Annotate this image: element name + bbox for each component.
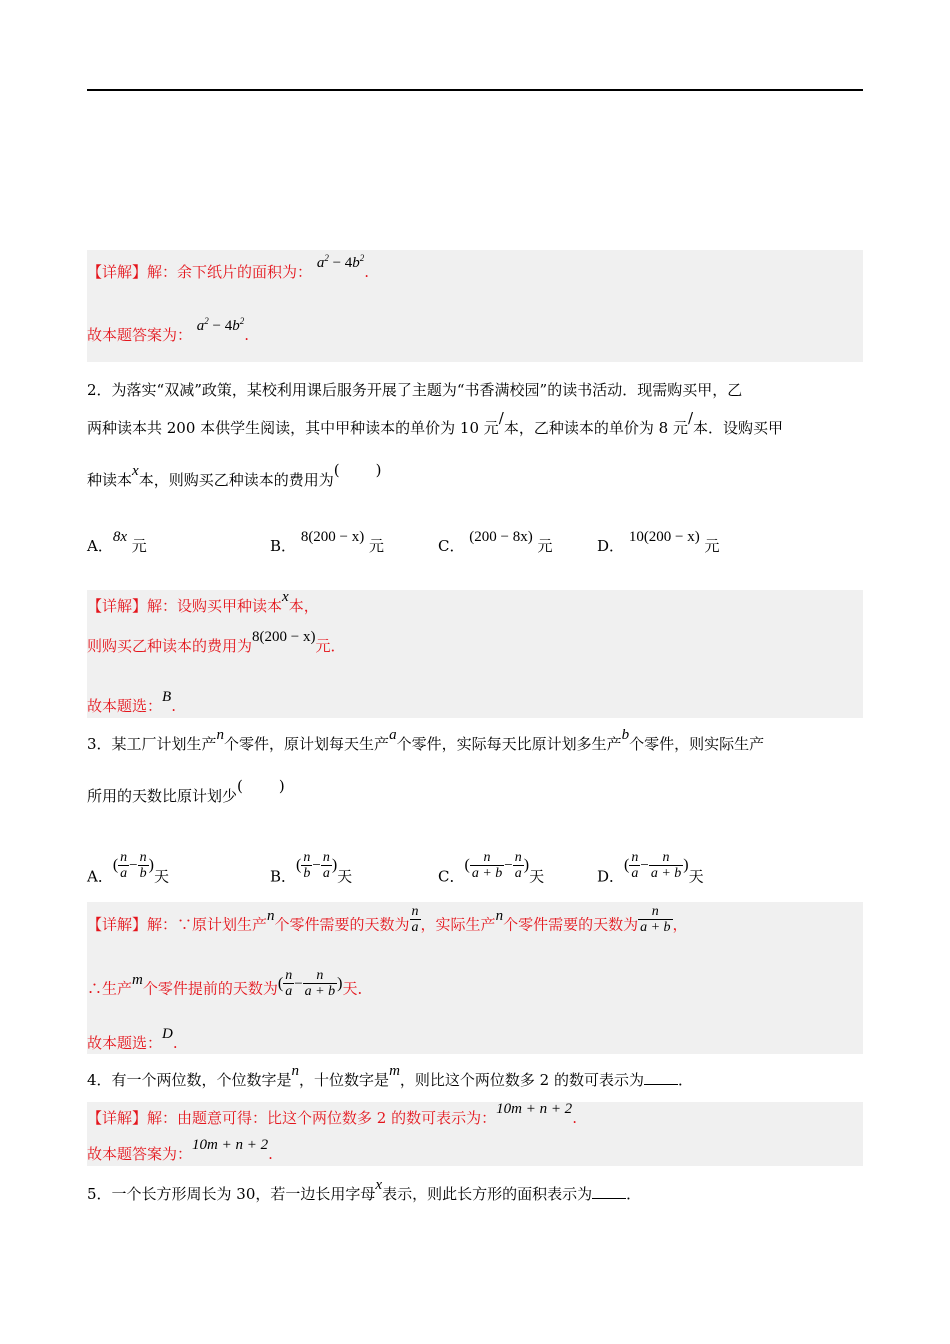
question-2-line-3: 种读本x本，则购买乙种读本的费用为( ): [87, 461, 382, 489]
solution-2-answer: 故本题选：B.: [87, 689, 176, 715]
solution-4-detail: 【详解】解：由题意可得：比这个两位数多 2 的数可表示为：10m + n + 2.: [87, 1101, 577, 1127]
answer-blank[interactable]: [644, 1084, 678, 1085]
solution-2-line-2: 则购买乙种读本的费用为8(200 − x)元．: [87, 629, 346, 655]
answer-expression: $a^2 - 4b^2$: [196, 316, 245, 334]
question-2-line-2: 两种读本共 200 本供学生阅读，其中甲种读本的单价为 10 元/本，乙种读本的单价为 8 元/本．设购买甲: [87, 409, 784, 437]
question-5: 5．一个长方形周长为 30，若一边长用字母x表示，则此长方形的面积表示为 ．: [87, 1177, 642, 1203]
question-2-line-1: 2．为落实“双减”政策，某校利用课后服务开展了主题为“书香满校园”的读书活动．现需购买甲，乙: [87, 381, 743, 399]
solution-3-line-2: ∴生产m个零件提前的天数为( $\frac{n}{a}$ − $\frac{n}{a + b}$ )天．: [87, 968, 373, 999]
solution-3-answer: 故本题选：D.: [87, 1026, 178, 1052]
question-2-option-d[interactable]: D． 10(200 − x) 元: [597, 529, 720, 555]
answer-blank[interactable]: [592, 1198, 626, 1199]
question-3-option-a[interactable]: A．( $\frac{n}{a}$ − $\frac{n}{b}$ )天: [87, 850, 169, 886]
question-2-option-b[interactable]: B． 8(200 − x) 元: [270, 529, 385, 555]
question-3-option-b[interactable]: B．( $\frac{n}{b}$ − $\frac{n}{a}$ )天: [270, 850, 353, 886]
solution-4-answer: 故本题答案为：10m + n + 2.: [87, 1137, 273, 1163]
area-expression: $a^2 - 4b^2$: [316, 253, 365, 271]
solution-3-line-1: 【详解】解：∵原计划生产n个零件需要的天数为 $\frac{n}{a}$ ，实际生产n个零件需要的天数为 $\frac{n}{a + b}$ ，: [87, 904, 688, 935]
question-3-option-d[interactable]: D．( $\frac{n}{a}$ − $\frac{n}{a + b}$ )天: [597, 850, 704, 886]
question-3-line-2: 所用的天数比原计划少( ): [87, 777, 285, 805]
solution-1-detail: 【详解】解：余下纸片的面积为： $a^2 - 4b^2$.: [87, 253, 370, 281]
question-2-option-a[interactable]: A．8x 元: [87, 529, 147, 555]
question-3-line-1: 3．某工厂计划生产n个零件，原计划每天生产a个零件，实际每天比原计划多生产b个零件，则实际生产: [87, 727, 765, 753]
question-4: 4．有一个两位数，个位数字是n，十位数字是m，则比这个两位数多 2 的数可表示为 ．: [87, 1063, 694, 1089]
header-rule: [87, 89, 863, 91]
solution-1-answer: 故本题答案为： $a^2 - 4b^2$.: [87, 316, 250, 344]
question-2-option-c[interactable]: C． (200 − 8x) 元: [438, 529, 553, 555]
question-3-option-c[interactable]: C．( $\frac{n}{a + b}$ − $\frac{n}{a}$ )天: [438, 850, 545, 886]
solution-2-line-1: 【详解】解：设购买甲种读本x本，: [87, 589, 319, 615]
